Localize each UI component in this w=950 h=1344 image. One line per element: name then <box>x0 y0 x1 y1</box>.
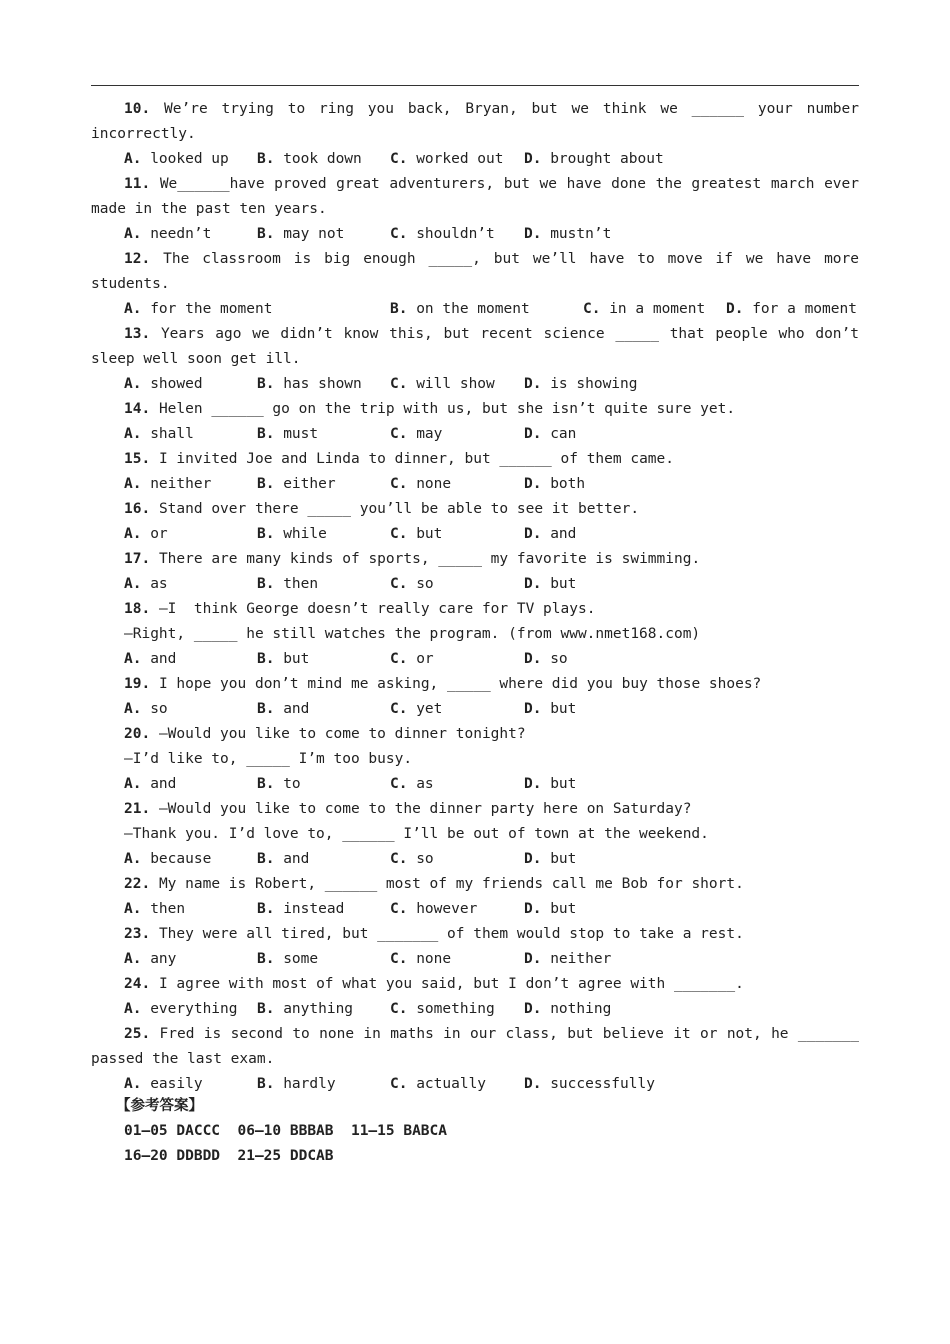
option-text: worked out <box>416 151 504 167</box>
option-a[interactable] <box>124 772 176 797</box>
option-b[interactable] <box>257 947 318 972</box>
option-c[interactable] <box>390 222 495 247</box>
option-row <box>91 422 859 447</box>
option-text: in a moment <box>609 301 706 317</box>
option-text: successfully <box>550 1076 655 1092</box>
question-15 <box>91 972 859 1022</box>
question-reply-line: —Right, _____ he still watches the program. (from www.nmet168.com) <box>124 626 701 642</box>
option-c[interactable] <box>583 297 705 322</box>
option-letter: B. <box>257 851 275 867</box>
option-letter: B. <box>257 651 275 667</box>
option-letter: D. <box>524 701 542 717</box>
option-text: something <box>416 1001 495 1017</box>
option-d[interactable] <box>524 222 611 247</box>
option-letter: A. <box>124 376 142 392</box>
option-text: will show <box>416 376 495 392</box>
option-letter: A. <box>124 526 142 542</box>
question-text: I invited Joe and Linda to dinner, but ______ of them came. <box>158 451 674 467</box>
option-text: however <box>416 901 478 917</box>
question-stem <box>91 597 859 622</box>
question-text: We’re trying to ring you back, Bryan, but we think we ______ your number incorrectly. <box>91 101 868 142</box>
option-text: easily <box>150 1076 203 1092</box>
question-text: Fred is second to none in maths in our class, but believe it or not, he _______ passed the last exam. <box>91 1026 868 1067</box>
option-letter: C. <box>390 526 408 542</box>
option-d[interactable] <box>524 372 638 397</box>
option-letter: A. <box>124 776 142 792</box>
question-number: 19. <box>124 676 151 692</box>
option-letter: A. <box>124 1001 142 1017</box>
option-letter: D. <box>524 226 542 242</box>
option-row <box>91 997 859 1022</box>
option-letter: B. <box>257 951 275 967</box>
answer-key <box>91 1094 859 1169</box>
option-letter: D. <box>524 1076 542 1092</box>
option-text: while <box>283 526 327 542</box>
question-text: —Would you like to come to the dinner party here on Saturday? <box>158 801 692 817</box>
option-row <box>91 647 859 672</box>
option-text: shall <box>150 426 194 442</box>
question-stem <box>91 922 859 947</box>
option-d[interactable] <box>524 897 576 922</box>
option-letter: C. <box>390 1001 408 1017</box>
answer-key-title: 【参考答案】 <box>116 1098 203 1114</box>
option-d[interactable] <box>524 147 664 172</box>
option-text: so <box>416 851 434 867</box>
option-letter: A. <box>124 701 142 717</box>
option-text: looked up <box>150 151 229 167</box>
option-b[interactable] <box>257 422 318 447</box>
answer-line-1: 01—05 DACCC 06—10 BBBAB 11—15 BABCA <box>124 1123 448 1139</box>
option-text: nothing <box>550 1001 612 1017</box>
option-b[interactable] <box>257 147 362 172</box>
option-letter: D. <box>524 476 542 492</box>
question-stem <box>91 97 868 147</box>
option-text: mustn’t <box>550 226 612 242</box>
option-a[interactable] <box>124 522 168 547</box>
option-b[interactable] <box>390 297 530 322</box>
option-a[interactable] <box>124 147 229 172</box>
question-stem <box>91 447 859 472</box>
question-text: The classroom is big enough _____, but we’ll have to move if we have more students. <box>91 251 868 292</box>
option-text: brought about <box>550 151 664 167</box>
option-a[interactable] <box>124 472 211 497</box>
option-row <box>91 847 859 872</box>
option-text: instead <box>283 901 345 917</box>
option-c[interactable] <box>390 522 442 547</box>
option-d[interactable] <box>524 772 576 797</box>
option-a[interactable] <box>124 572 168 597</box>
option-text: anything <box>283 1001 354 1017</box>
option-row <box>91 897 859 922</box>
question-stem <box>91 172 868 222</box>
option-c[interactable] <box>390 997 495 1022</box>
option-text: and <box>150 776 177 792</box>
option-letter: B. <box>257 701 275 717</box>
option-c[interactable] <box>390 472 451 497</box>
option-letter: D. <box>524 376 542 392</box>
option-text: but <box>416 526 443 542</box>
question-10 <box>91 672 859 722</box>
option-letter: C. <box>390 476 408 492</box>
question-text: Helen ______ go on the trip with us, but she isn’t quite sure yet. <box>158 401 736 417</box>
option-text: then <box>150 901 186 917</box>
question-stem <box>91 972 859 997</box>
option-row <box>91 572 859 597</box>
option-letter: B. <box>257 526 275 542</box>
option-text: but <box>550 776 577 792</box>
option-row <box>91 772 859 797</box>
option-text: must <box>283 426 319 442</box>
option-a[interactable] <box>124 847 211 872</box>
question-4 <box>91 322 868 397</box>
option-letter: D. <box>524 426 542 442</box>
option-text: has shown <box>283 376 362 392</box>
option-letter: D. <box>524 776 542 792</box>
option-letter: A. <box>124 651 142 667</box>
option-text: for a moment <box>752 301 857 317</box>
option-text: showed <box>150 376 203 392</box>
option-letter: C. <box>390 426 408 442</box>
option-c[interactable] <box>390 647 434 672</box>
option-text: some <box>283 951 319 967</box>
option-b[interactable] <box>257 997 353 1022</box>
option-text: as <box>150 576 168 592</box>
option-text: none <box>416 476 452 492</box>
question-number: 22. <box>124 876 151 892</box>
option-row <box>91 522 859 547</box>
option-letter: C. <box>390 226 408 242</box>
question-reply-line: —I’d like to, _____ I’m too busy. <box>124 751 413 767</box>
question-7 <box>91 497 859 547</box>
option-a[interactable] <box>124 422 194 447</box>
option-text: for the moment <box>150 301 273 317</box>
option-text: on the moment <box>416 301 530 317</box>
question-stem <box>91 797 859 822</box>
option-a[interactable] <box>124 297 272 322</box>
option-c[interactable] <box>390 372 495 397</box>
option-text: or <box>150 526 168 542</box>
option-letter: B. <box>257 901 275 917</box>
question-number: 11. <box>124 176 151 192</box>
option-text: may <box>416 426 443 442</box>
option-letter: B. <box>257 776 275 792</box>
option-text: actually <box>416 1076 487 1092</box>
option-row <box>91 372 859 397</box>
question-number: 12. <box>124 251 151 267</box>
option-letter: A. <box>124 901 142 917</box>
question-stem <box>91 872 859 897</box>
option-d[interactable] <box>524 522 576 547</box>
option-c[interactable] <box>390 772 434 797</box>
option-b[interactable] <box>257 897 344 922</box>
option-text: because <box>150 851 212 867</box>
question-text: My name is Robert, ______ most of my friends call me Bob for short. <box>158 876 744 892</box>
option-text: none <box>416 951 452 967</box>
option-b[interactable] <box>257 847 309 872</box>
question-3 <box>91 247 868 322</box>
option-letter: C. <box>390 1076 408 1092</box>
question-number: 14. <box>124 401 151 417</box>
question-9 <box>91 597 859 672</box>
question-number: 24. <box>124 976 151 992</box>
option-d[interactable] <box>524 847 576 872</box>
option-text: to <box>283 776 301 792</box>
question-8 <box>91 547 859 597</box>
option-text: either <box>283 476 336 492</box>
option-d[interactable] <box>726 297 857 322</box>
option-text: and <box>550 526 577 542</box>
option-a[interactable] <box>124 897 185 922</box>
option-text: as <box>416 776 434 792</box>
option-row <box>91 697 859 722</box>
option-text: then <box>283 576 319 592</box>
option-letter: D. <box>524 1001 542 1017</box>
question-stem <box>91 672 859 697</box>
question-text: I hope you don’t mind me asking, _____ where did you buy those shoes? <box>158 676 762 692</box>
question-1 <box>91 97 868 172</box>
option-letter: C. <box>390 901 408 917</box>
option-c[interactable] <box>390 147 504 172</box>
option-b[interactable] <box>257 772 301 797</box>
question-number: 17. <box>124 551 151 567</box>
option-letter: C. <box>390 851 408 867</box>
question-text: —I think George doesn’t really care for TV plays. <box>158 601 596 617</box>
question-number: 16. <box>124 501 151 517</box>
option-letter: A. <box>124 951 142 967</box>
option-letter: B. <box>257 1076 275 1092</box>
option-letter: C. <box>390 701 408 717</box>
option-letter: B. <box>257 576 275 592</box>
option-letter: C. <box>390 776 408 792</box>
option-c[interactable] <box>390 422 442 447</box>
question-2 <box>91 172 868 247</box>
option-text: and <box>283 701 310 717</box>
question-text: They were all tired, but _______ of them would stop to take a rest. <box>158 926 744 942</box>
option-a[interactable] <box>124 947 176 972</box>
option-letter: C. <box>390 651 408 667</box>
option-letter: B. <box>257 376 275 392</box>
option-text: neither <box>150 476 212 492</box>
option-d[interactable] <box>524 472 585 497</box>
option-c[interactable] <box>390 572 434 597</box>
question-text: We______have proved great adventurers, but we have done the greatest march ever made in the past ten years. <box>91 176 868 217</box>
option-letter: A. <box>124 851 142 867</box>
option-letter: D. <box>524 576 542 592</box>
option-text: or <box>416 651 434 667</box>
option-text: so <box>550 651 568 667</box>
option-letter: D. <box>524 651 542 667</box>
option-letter: A. <box>124 226 142 242</box>
question-13 <box>91 872 859 922</box>
option-letter: D. <box>726 301 744 317</box>
question-14 <box>91 922 859 972</box>
option-c[interactable] <box>390 847 434 872</box>
option-text: is showing <box>550 376 638 392</box>
option-text: took down <box>283 151 362 167</box>
option-b[interactable] <box>257 222 344 247</box>
option-row <box>91 947 859 972</box>
question-number: 15. <box>124 451 151 467</box>
question-stem <box>91 322 868 372</box>
question-number: 18. <box>124 601 151 617</box>
question-stem <box>91 722 859 747</box>
option-letter: C. <box>390 376 408 392</box>
option-a[interactable] <box>124 647 176 672</box>
option-a[interactable] <box>124 372 203 397</box>
option-letter: B. <box>257 1001 275 1017</box>
question-11 <box>91 722 859 797</box>
question-number: 10. <box>124 101 151 117</box>
option-b[interactable] <box>257 372 362 397</box>
option-text: but <box>550 701 577 717</box>
option-row <box>91 472 859 497</box>
question-text: —Would you like to come to dinner tonight? <box>158 726 526 742</box>
option-row <box>91 297 859 322</box>
option-c[interactable] <box>390 947 451 972</box>
option-d[interactable] <box>524 947 611 972</box>
question-stem <box>91 497 859 522</box>
document-body <box>91 97 868 1097</box>
question-number: 21. <box>124 801 151 817</box>
option-row <box>91 147 859 172</box>
option-text: so <box>150 701 168 717</box>
question-reply-line: —Thank you. I’d love to, ______ I’ll be out of town at the weekend. <box>124 826 709 842</box>
option-d[interactable] <box>524 647 568 672</box>
option-b[interactable] <box>257 472 336 497</box>
option-b[interactable] <box>257 697 309 722</box>
option-d[interactable] <box>524 572 576 597</box>
question-number: 23. <box>124 926 151 942</box>
option-text: any <box>150 951 177 967</box>
option-text: but <box>550 576 577 592</box>
option-c[interactable] <box>390 897 477 922</box>
option-b[interactable] <box>257 572 318 597</box>
option-text: yet <box>416 701 443 717</box>
option-letter: B. <box>257 426 275 442</box>
question-number: 13. <box>124 326 151 342</box>
option-text: both <box>550 476 586 492</box>
option-letter: A. <box>124 476 142 492</box>
option-d[interactable] <box>524 697 576 722</box>
option-b[interactable] <box>257 647 309 672</box>
option-letter: B. <box>257 226 275 242</box>
option-a[interactable] <box>124 222 211 247</box>
option-letter: C. <box>390 951 408 967</box>
option-b[interactable] <box>257 522 327 547</box>
option-letter: D. <box>524 951 542 967</box>
option-text: needn’t <box>150 226 212 242</box>
option-row <box>91 222 859 247</box>
option-d[interactable] <box>524 997 611 1022</box>
option-text: everything <box>150 1001 238 1017</box>
header-rule <box>91 85 859 86</box>
option-letter: D. <box>524 526 542 542</box>
option-a[interactable] <box>124 697 168 722</box>
question-16 <box>91 1022 868 1097</box>
question-6 <box>91 447 859 497</box>
option-d[interactable] <box>524 422 576 447</box>
answer-line-2: 16—20 DDBDD 21—25 DDCAB <box>124 1148 334 1164</box>
option-text: and <box>150 651 177 667</box>
option-text: but <box>550 851 577 867</box>
option-text: so <box>416 576 434 592</box>
option-letter: A. <box>124 301 142 317</box>
option-letter: D. <box>524 851 542 867</box>
question-5 <box>91 397 859 447</box>
option-letter: B. <box>257 151 275 167</box>
option-letter: A. <box>124 1076 142 1092</box>
option-text: neither <box>550 951 612 967</box>
option-text: but <box>283 651 310 667</box>
question-number: 20. <box>124 726 151 742</box>
question-stem <box>91 547 859 572</box>
question-text: I agree with most of what you said, but I don’t agree with _______. <box>158 976 744 992</box>
question-stem <box>91 1022 868 1072</box>
option-a[interactable] <box>124 997 238 1022</box>
option-letter: C. <box>583 301 601 317</box>
question-stem <box>91 247 868 297</box>
question-number: 25. <box>124 1026 151 1042</box>
option-letter: C. <box>390 151 408 167</box>
question-12 <box>91 797 859 872</box>
option-text: can <box>550 426 577 442</box>
question-text: Years ago we didn’t know this, but recent science _____ that people who don’t sleep well soon get ill. <box>91 326 868 367</box>
option-letter: A. <box>124 151 142 167</box>
option-text: hardly <box>283 1076 336 1092</box>
option-letter: A. <box>124 576 142 592</box>
option-letter: B. <box>390 301 408 317</box>
option-letter: D. <box>524 901 542 917</box>
option-letter: B. <box>257 476 275 492</box>
question-stem <box>91 397 859 422</box>
option-text: shouldn’t <box>416 226 495 242</box>
option-text: but <box>550 901 577 917</box>
option-text: and <box>283 851 310 867</box>
option-letter: D. <box>524 151 542 167</box>
question-text: Stand over there _____ you’ll be able to see it better. <box>158 501 640 517</box>
option-letter: A. <box>124 426 142 442</box>
question-text: There are many kinds of sports, _____ my favorite is swimming. <box>158 551 701 567</box>
option-text: may not <box>283 226 345 242</box>
option-c[interactable] <box>390 697 442 722</box>
option-letter: C. <box>390 576 408 592</box>
